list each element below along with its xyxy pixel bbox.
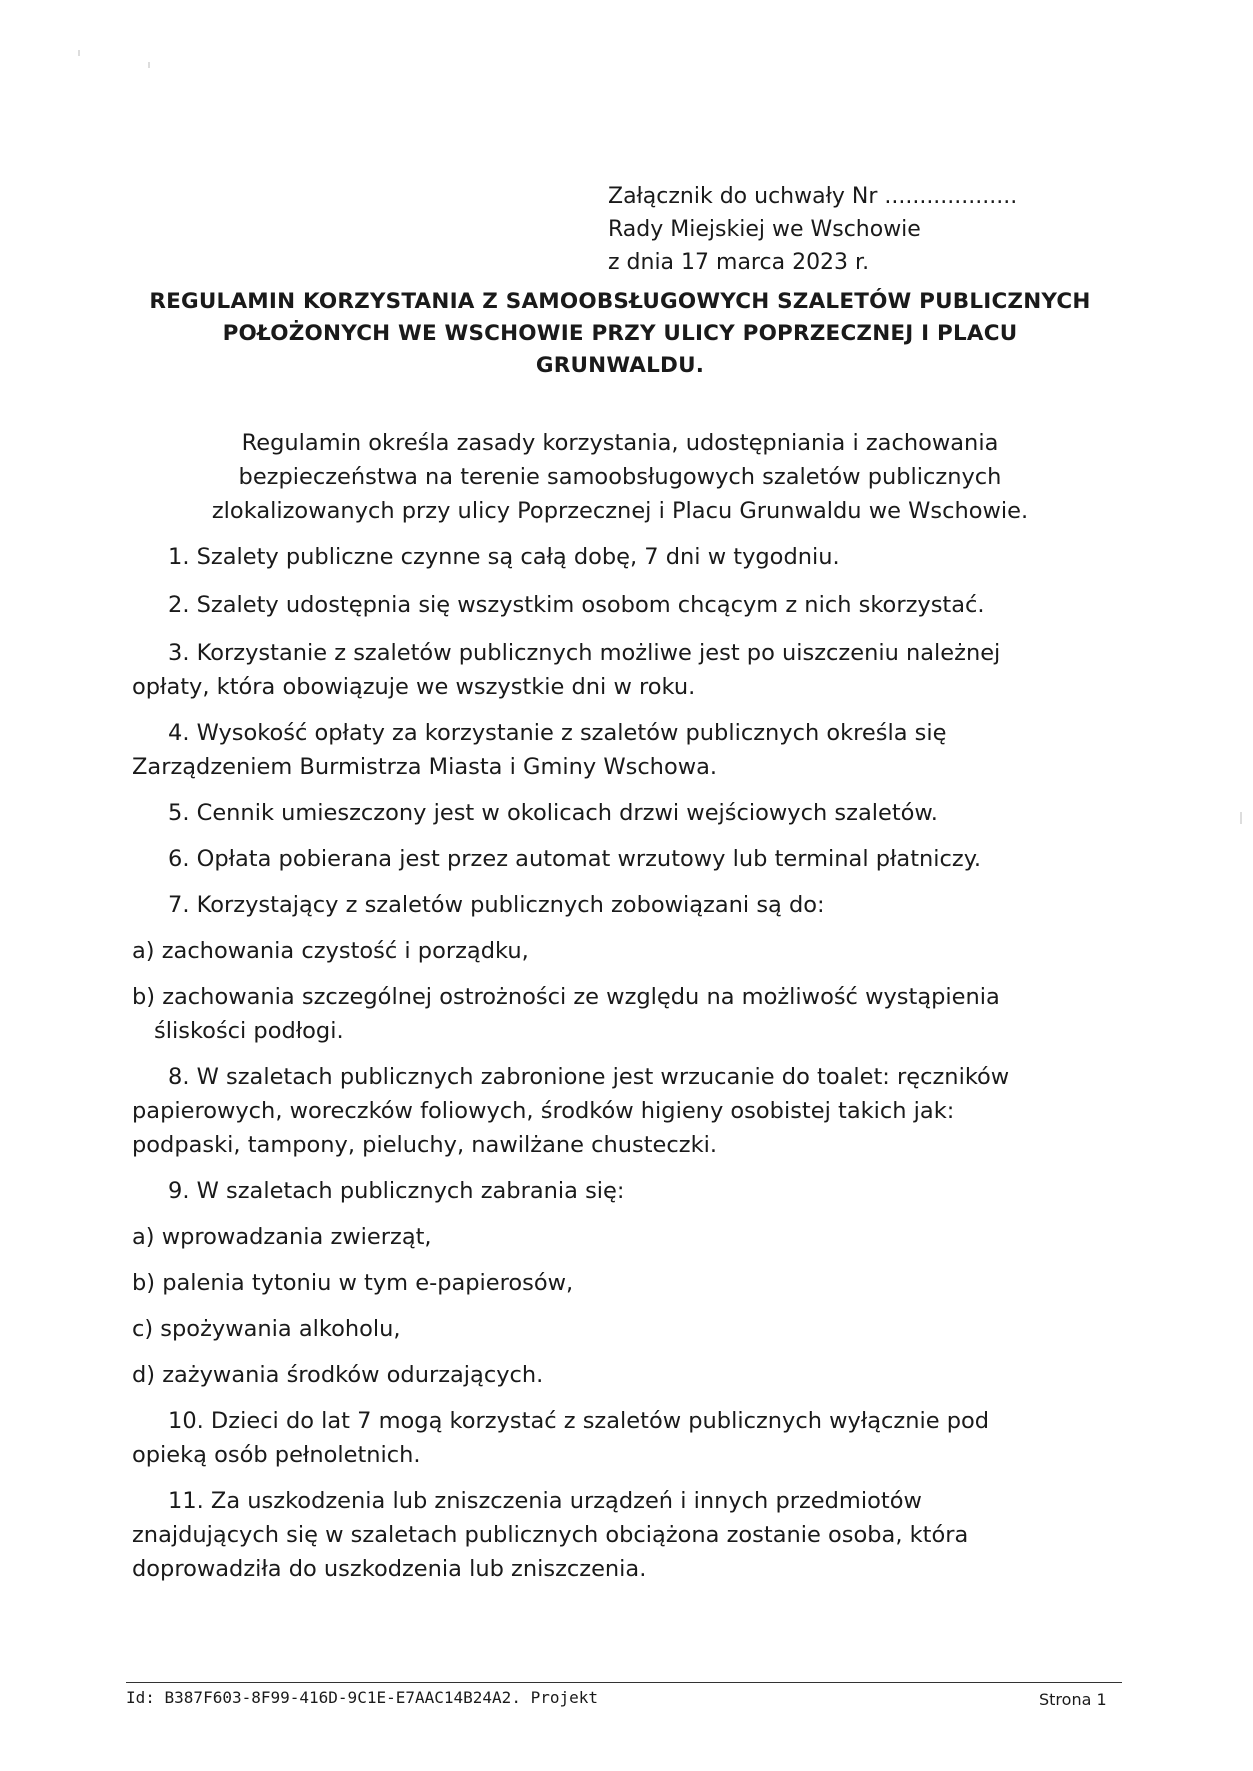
rule-4-line-1: 4. Wysokość opłaty za korzystanie z szaletów publicznych określa się bbox=[168, 720, 947, 746]
rule-7-item-b-line-2: śliskości podłogi. bbox=[154, 1018, 344, 1044]
title-line-2: POŁOŻONYCH WE WSCHOWIE PRZY ULICY POPRZECZNEJ I PLACU bbox=[222, 321, 1018, 346]
rule-7-item-b-line-1: b) zachowania szczególnej ostrożności ze względu na możliwość wystąpienia bbox=[132, 984, 1000, 1010]
rule-7-item-a: a) zachowania czystość i porządku, bbox=[132, 938, 529, 964]
intro-line-1: Regulamin określa zasady korzystania, udostępniania i zachowania bbox=[241, 430, 999, 456]
scan-speck bbox=[148, 62, 150, 68]
rule-8-line-1: 8. W szaletach publicznych zabronione jest wrzucanie do toalet: ręczników bbox=[168, 1064, 1010, 1090]
rule-3-line-1: 3. Korzystanie z szaletów publicznych możliwe jest po uiszczeniu należnej bbox=[168, 640, 1001, 666]
rule-10-line-2: opieką osób pełnoletnich. bbox=[132, 1442, 421, 1468]
rule-6: 6. Opłata pobierana jest przez automat wrzutowy lub terminal płatniczy. bbox=[168, 846, 981, 872]
rule-5: 5. Cennik umieszczony jest w okolicach drzwi wejściowych szaletów. bbox=[168, 800, 938, 826]
rule-4-line-2: Zarządzeniem Burmistrza Miasta i Gminy Wschowa. bbox=[132, 754, 718, 780]
rule-11-line-2: znajdujących się w szaletach publicznych obciążona zostanie osoba, która bbox=[132, 1522, 969, 1548]
intro-line-3: zlokalizowanych przy ulicy Poprzecznej i Placu Grunwaldu we Wschowie. bbox=[211, 498, 1029, 524]
rule-9-item-c: c) spożywania alkoholu, bbox=[132, 1316, 401, 1342]
title-line-3: GRUNWALDU. bbox=[535, 353, 705, 378]
rule-3-line-2: opłaty, która obowiązuje we wszystkie dni w roku. bbox=[132, 674, 696, 700]
header-line-resolution: Załącznik do uchwały Nr ................... bbox=[608, 184, 1018, 209]
rule-9-item-d: d) zażywania środków odurzających. bbox=[132, 1362, 544, 1388]
title-line-1: REGULAMIN KORZYSTANIA Z SAMOOBSŁUGOWYCH SZALETÓW PUBLICZNYCH bbox=[149, 289, 1091, 314]
rule-2: 2. Szalety udostępnia się wszystkim osobom chcącym z nich skorzystać. bbox=[168, 592, 985, 618]
footer-divider bbox=[126, 1682, 1122, 1683]
rule-11-line-3: doprowadziła do uszkodzenia lub zniszczenia. bbox=[132, 1556, 647, 1582]
footer-page-number: Strona 1 bbox=[1039, 1690, 1107, 1709]
document-title bbox=[120, 286, 1120, 382]
intro-line-2: bezpieczeństwa na terenie samoobsługowych szaletów publicznych bbox=[238, 464, 1002, 490]
header-line-council: Rady Miejskiej we Wschowie bbox=[608, 217, 921, 242]
intro-paragraph bbox=[150, 426, 1090, 528]
rule-8-line-3: podpaski, tampony, pieluchy, nawilżane chusteczki. bbox=[132, 1132, 717, 1158]
rule-11-line-1: 11. Za uszkodzenia lub zniszczenia urządzeń i innych przedmiotów bbox=[168, 1488, 922, 1514]
rule-10-line-1: 10. Dzieci do lat 7 mogą korzystać z szaletów publicznych wyłącznie pod bbox=[168, 1408, 990, 1434]
scan-speck bbox=[78, 50, 80, 56]
attachment-header bbox=[608, 180, 1017, 279]
rule-8-line-2: papierowych, woreczków foliowych, środków higieny osobistej takich jak: bbox=[132, 1098, 955, 1124]
rule-7: 7. Korzystający z szaletów publicznych zobowiązani są do: bbox=[168, 892, 825, 918]
rule-1: 1. Szalety publiczne czynne są całą dobę, 7 dni w tygodniu. bbox=[168, 544, 840, 570]
rule-9-item-a: a) wprowadzania zwierząt, bbox=[132, 1224, 432, 1250]
footer-document-id: Id: B387F603-8F99-416D-9C1E-E7AAC14B24A2. Projekt bbox=[126, 1688, 599, 1707]
header-line-date: z dnia 17 marca 2023 r. bbox=[608, 250, 870, 275]
rule-9: 9. W szaletach publicznych zabrania się: bbox=[168, 1178, 625, 1204]
rule-9-item-b: b) palenia tytoniu w tym e-papierosów, bbox=[132, 1270, 574, 1296]
scan-speck bbox=[1240, 812, 1242, 824]
